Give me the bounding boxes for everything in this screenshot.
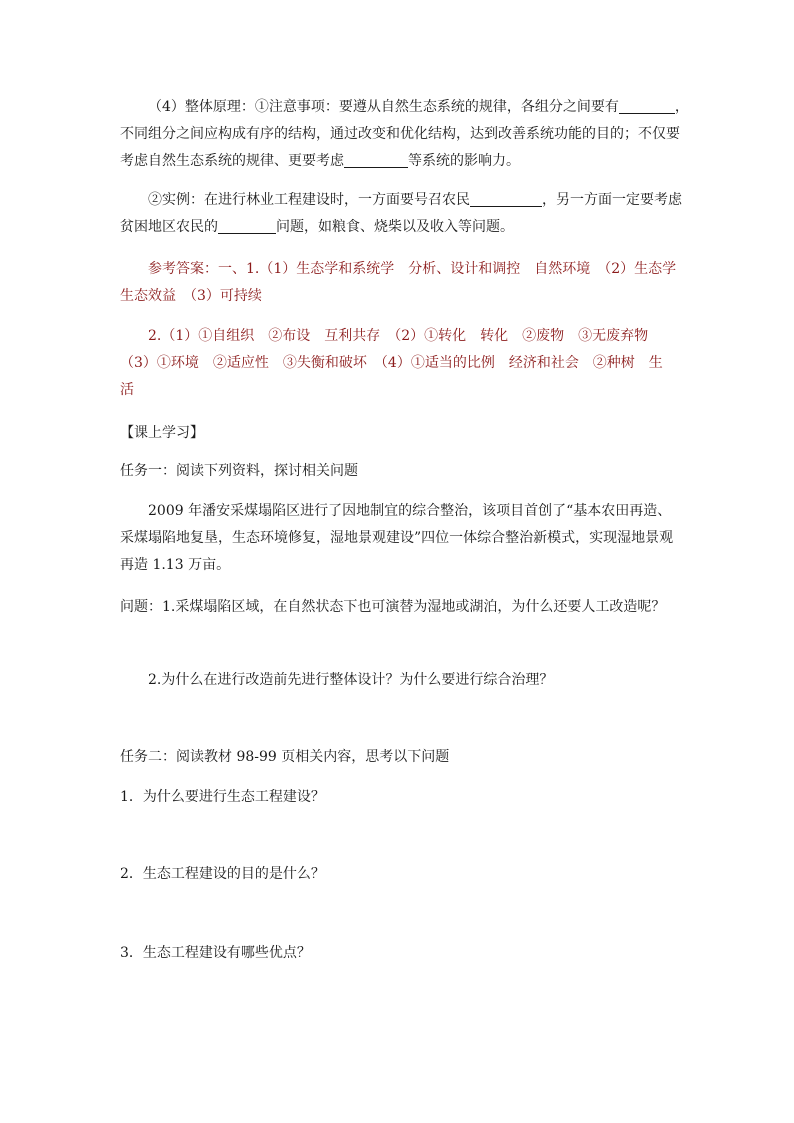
task1-material-line-2: 采煤塌陷地复垦，生态环境修复，湿地景观建设”四位一体综合整治新模式，实现湿地景观 bbox=[120, 530, 674, 546]
text: 贫困地区农民的 bbox=[120, 219, 218, 235]
task2-question-1: 1．为什么要进行生态工程建设？ bbox=[120, 789, 325, 805]
example-line-1 bbox=[148, 187, 704, 214]
task1-question-2: 2.为什么在进行改造前先进行整体设计？为什么要进行综合治理？ bbox=[148, 672, 554, 688]
task2-question-3: 3．生态工程建设有哪些优点？ bbox=[120, 945, 311, 961]
answer-line-5: 活 bbox=[120, 382, 134, 398]
fill-blank[interactable] bbox=[470, 192, 542, 207]
text: ，另一方面一定要考虑 bbox=[542, 192, 682, 208]
answer-line-3: 2.（1）①自组织 ②布设 互利共存 （2）①转化 转化 ②废物 ③无废弃物 bbox=[148, 328, 649, 344]
fill-blank[interactable] bbox=[344, 153, 408, 168]
example-line-2 bbox=[120, 214, 676, 241]
fill-blank[interactable] bbox=[218, 219, 276, 234]
principle-line-2: 不同组分之间应构成有序的结构，通过改变和优化结构，达到改善系统功能的目的；不仅要 bbox=[120, 126, 680, 142]
section-title: 【课上学习】 bbox=[120, 425, 204, 441]
fill-blank[interactable] bbox=[619, 99, 675, 114]
task2-question-2: 2．生态工程建设的目的是什么？ bbox=[120, 866, 325, 882]
principle-line-3 bbox=[120, 148, 676, 175]
text: ， bbox=[674, 99, 689, 115]
answer-line-2: 生态效益 （3）可持续 bbox=[120, 288, 262, 304]
task1-material-line-3: 再造 1.13 万亩。 bbox=[120, 557, 231, 573]
task1-title: 任务一：阅读下列资料，探讨相关问题 bbox=[120, 463, 358, 479]
text: 问题，如粮食、烧柴以及收入等问题。 bbox=[276, 219, 514, 235]
task1-material-line-1: 2009 年潘安采煤塌陷区进行了因地制宜的综合整治，该项目首创了“基本农田再造、 bbox=[148, 503, 672, 519]
answer-line-4: （3）①环境 ②适应性 ③失衡和破坏 （4）①适当的比例 经济和社会 ②种树 生 bbox=[120, 355, 663, 371]
text: 等系统的影响力。 bbox=[408, 153, 520, 169]
text: 考虑自然生态系统的规律、更要考虑 bbox=[120, 153, 344, 169]
task2-title: 任务二：阅读教材 98-99 页相关内容，思考以下问题 bbox=[120, 749, 450, 765]
text: ②实例：在进行林业工程建设时，一方面要号召农民 bbox=[148, 192, 470, 208]
answer-line-1: 参考答案：一、1.（1）生态学和系统学 分析、设计和调控 自然环境 （2）生态学 bbox=[148, 261, 677, 277]
text: （4）整体原理：①注意事项：要遵从自然生态系统的规律，各组分之间要有 bbox=[148, 99, 619, 115]
task1-question-1: 问题：1.采煤塌陷区域，在自然状态下也可演替为湿地或湖泊，为什么还要人工改造呢？ bbox=[120, 599, 666, 615]
principle-line-1 bbox=[148, 94, 704, 121]
